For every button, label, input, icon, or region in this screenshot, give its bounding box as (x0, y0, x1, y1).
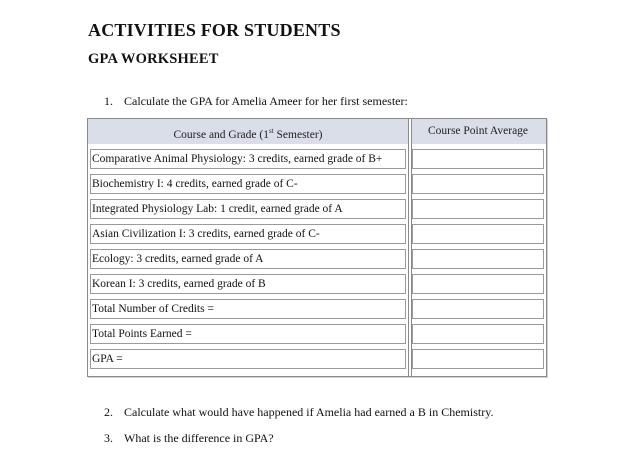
question-text: Calculate what would have happened if Amelia had earned a B in Chemistry. (124, 405, 494, 419)
header-text: Course and Grade (1 (173, 128, 269, 141)
question-3 (104, 431, 274, 446)
question-text: What is the difference in GPA? (124, 431, 274, 445)
table-row (88, 147, 546, 171)
course-point-average-field[interactable] (412, 349, 544, 369)
question-number: 3. (104, 431, 113, 445)
course-grade-cell: Comparative Animal Physiology: 3 credits, earned grade of B+ (90, 149, 406, 169)
header-superscript: st (268, 127, 274, 135)
course-point-average-field[interactable] (412, 224, 544, 244)
course-point-average-field[interactable] (412, 324, 544, 344)
course-grade-cell: Biochemistry I: 4 credits, earned grade of C- (90, 174, 406, 194)
column-header-course-point-average: Course Point Average (427, 125, 529, 137)
course-grade-cell: Asian Civilization I: 3 credits, earned grade of C- (90, 224, 406, 244)
course-point-average-field[interactable] (412, 274, 544, 294)
table-header-row (88, 119, 546, 144)
course-grade-cell: GPA = (90, 349, 406, 369)
table-row (88, 222, 546, 246)
course-point-average-field[interactable] (412, 299, 544, 319)
table-row (88, 347, 546, 371)
table-row (88, 247, 546, 271)
question-number: 2. (104, 405, 113, 419)
course-point-average-field[interactable] (412, 199, 544, 219)
column-header-course-grade (88, 119, 408, 144)
course-grade-cell: Total Points Earned = (90, 324, 406, 344)
table-row (88, 172, 546, 196)
header-text: Semester) (273, 128, 323, 141)
table-row (88, 322, 546, 346)
question-1 (104, 94, 408, 109)
question-2 (104, 405, 493, 420)
page-title: ACTIVITIES FOR STUDENTS (88, 20, 341, 40)
course-point-average-field[interactable] (412, 174, 544, 194)
course-grade-cell: Korean I: 3 credits, earned grade of B (90, 274, 406, 294)
course-grade-cell: Ecology: 3 credits, earned grade of A (90, 249, 406, 269)
gpa-table (87, 118, 547, 377)
course-point-average-field[interactable] (412, 249, 544, 269)
table-row (88, 197, 546, 221)
question-text: Calculate the GPA for Amelia Ameer for her first semester: (124, 94, 408, 108)
table-row (88, 297, 546, 321)
question-number: 1. (104, 94, 113, 108)
course-point-average-field[interactable] (412, 149, 544, 169)
course-grade-cell: Integrated Physiology Lab: 1 credit, earned grade of A (90, 199, 406, 219)
worksheet-subtitle: GPA WORKSHEET (88, 51, 219, 67)
table-row (88, 272, 546, 296)
course-grade-cell: Total Number of Credits = (90, 299, 406, 319)
